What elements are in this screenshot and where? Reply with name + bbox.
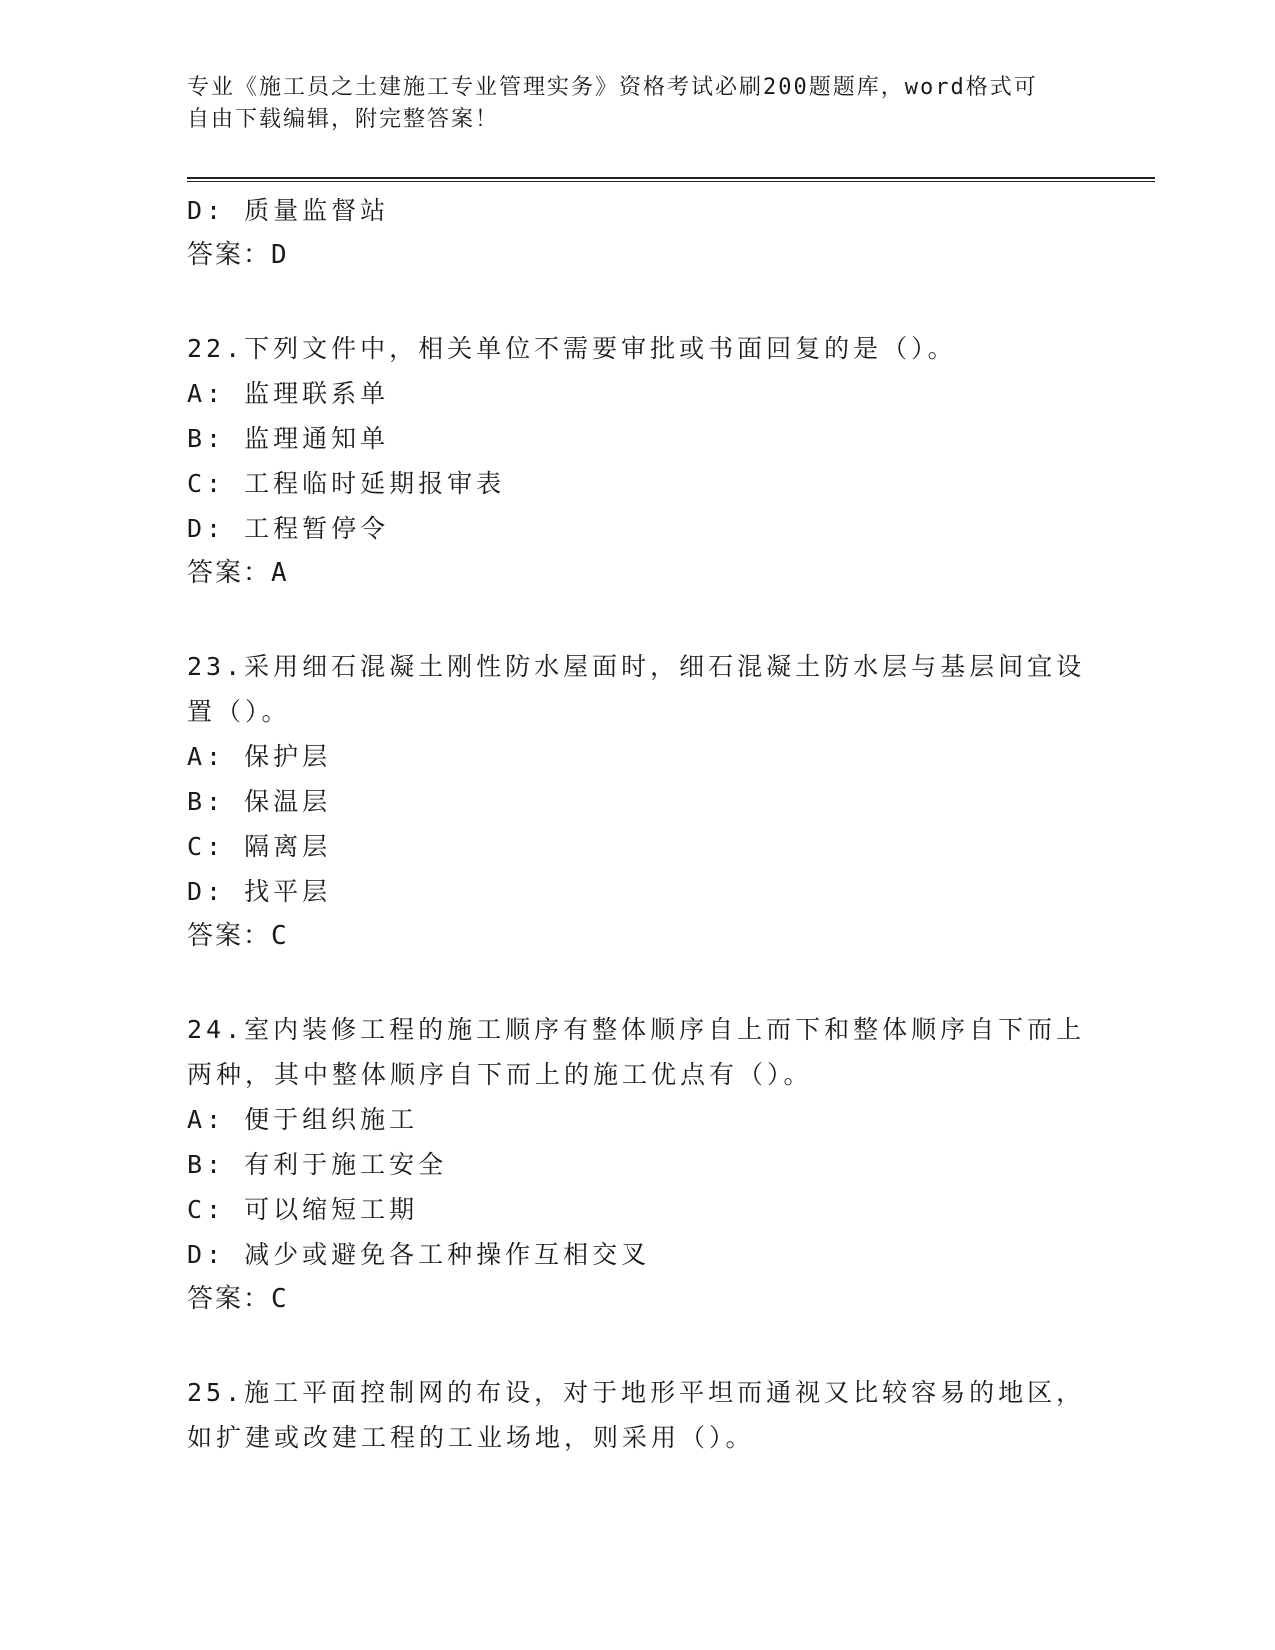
answer-text: 答案：C	[187, 921, 289, 951]
option-a: A: 监理联系单	[187, 379, 390, 408]
question-25	[187, 1370, 1087, 1460]
question-text-line-2: 两种，其中整体顺序自下而上的施工优点有（）。	[187, 1060, 813, 1089]
header-divider	[187, 177, 1155, 182]
answer-text: 答案：D	[187, 240, 289, 270]
option-d: D: 质量监督站	[187, 196, 390, 225]
previous-question-tail	[187, 188, 1087, 278]
option-b: B: 保温层	[187, 787, 332, 816]
answer-text: 答案：C	[187, 1284, 289, 1314]
question-24	[187, 1007, 1087, 1322]
option-c: C: 隔离层	[187, 832, 332, 861]
header-line-2: 自由下载编辑，附完整答案！	[187, 107, 500, 132]
question-text-line-1: 25.施工平面控制网的布设，对于地形平坦而通视又比较容易的地区，	[187, 1378, 1086, 1407]
option-d: D: 工程暂停令	[187, 514, 390, 543]
option-d: D: 找平层	[187, 877, 332, 906]
option-c: C: 工程临时延期报审表	[187, 469, 506, 498]
option-a: A: 便于组织施工	[187, 1105, 419, 1134]
header-line-1: 专业《施工员之土建施工专业管理实务》资格考试必刷200题题库，word格式可	[187, 75, 1038, 100]
option-b: B: 监理通知单	[187, 424, 390, 453]
question-text-line-2: 如扩建或改建工程的工业场地，则采用（）。	[187, 1423, 755, 1452]
question-text: 22.下列文件中，相关单位不需要审批或书面回复的是（）。	[187, 334, 957, 363]
question-text-line-1: 24.室内装修工程的施工顺序有整体顺序自上而下和整体顺序自下而上	[187, 1015, 1086, 1044]
question-text-line-1: 23.采用细石混凝土刚性防水屋面时，细石混凝土防水层与基层间宜设	[187, 652, 1086, 681]
question-text-line-2: 置（）。	[187, 697, 291, 726]
answer-text: 答案：A	[187, 558, 289, 588]
question-list	[187, 188, 1087, 1460]
question-23	[187, 644, 1087, 959]
option-d: D: 减少或避免各工种操作互相交叉	[187, 1240, 651, 1269]
question-22	[187, 326, 1087, 596]
document-header	[187, 72, 1087, 136]
option-c: C: 可以缩短工期	[187, 1195, 419, 1224]
option-a: A: 保护层	[187, 742, 332, 771]
option-b: B: 有利于施工安全	[187, 1150, 448, 1179]
